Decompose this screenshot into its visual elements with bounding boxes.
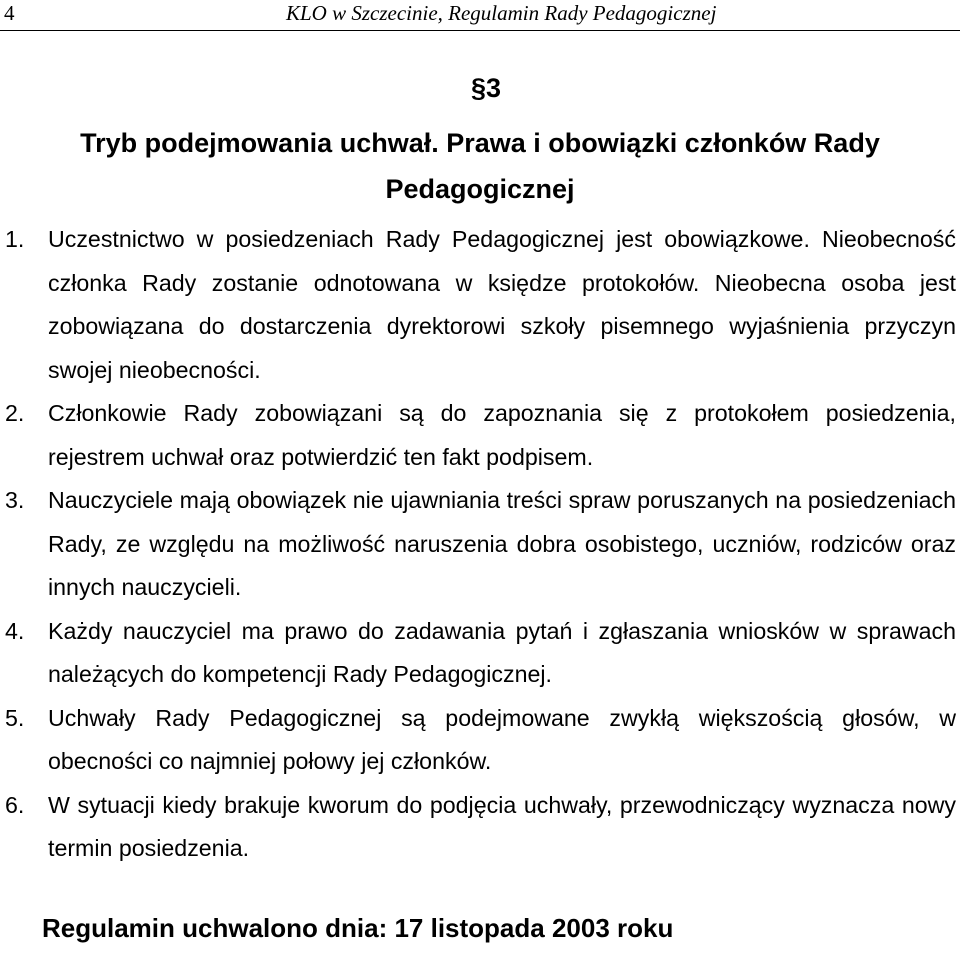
provisions-list — [0, 218, 960, 871]
list-item — [0, 610, 960, 697]
list-item — [0, 697, 960, 784]
item-number: 5. — [5, 704, 25, 731]
list-item — [0, 784, 960, 871]
item-text: Każdy nauczyciel ma prawo do zadawania pytań i zgłaszania wniosków w sprawach należących do kompetencji Rady Pedagogicznej. — [48, 617, 956, 687]
list-item — [0, 218, 960, 392]
item-text: Nauczyciele mają obowiązek nie ujawniania treści spraw poruszanych na posiedzeniach Rady, ze względu na możliwość naruszenia dobra osobistego, uczniów, rodziców oraz innych nauczycieli. — [48, 487, 956, 600]
list-item — [0, 392, 960, 479]
item-text: W sytuacji kiedy brakuje kworum do podjęcia uchwały, przewodniczący wyznacza nowy termin posiedzenia. — [48, 791, 956, 861]
list-item — [0, 479, 960, 610]
item-number: 3. — [5, 487, 25, 513]
item-number: 1. — [5, 226, 25, 252]
section-mark: §3 — [470, 73, 502, 103]
running-header — [0, 0, 960, 31]
section-title: Tryb podejmowania uchwał. Prawa i obowiązki członków Rady Pedagogicznej — [80, 128, 880, 204]
item-text: Członkowie Rady zobowiązani są do zapoznania się z protokołem posiedzenia, rejestrem uchwał oraz potwierdzić ten fakt podpisem. — [48, 400, 956, 470]
adoption-date-note: Regulamin uchwalono dnia: 17 listopada 2003 roku — [42, 913, 674, 943]
item-number: 4. — [5, 617, 25, 644]
item-number: 2. — [5, 400, 25, 426]
item-text: Uchwały Rady Pedagogicznej są podejmowane zwykłą większością głosów, w obecności co najmniej połowy jej członków. — [48, 704, 956, 774]
item-number: 6. — [5, 791, 25, 818]
item-text: Uczestnictwo w posiedzeniach Rady Pedagogicznej jest obowiązkowe. Nieobecność członka Rady zostanie odnotowana w księdze protokołów. Nieobecna osoba jest zobowiązana do dostarczenia dyrektorowi szkoły pisemnego wyjaśnienia przyczyn swojej nieobecności. — [48, 226, 956, 383]
header-title: KLO w Szczecinie, Regulamin Rady Pedagogicznej — [286, 1, 717, 25]
page-number: 4 — [4, 1, 15, 25]
